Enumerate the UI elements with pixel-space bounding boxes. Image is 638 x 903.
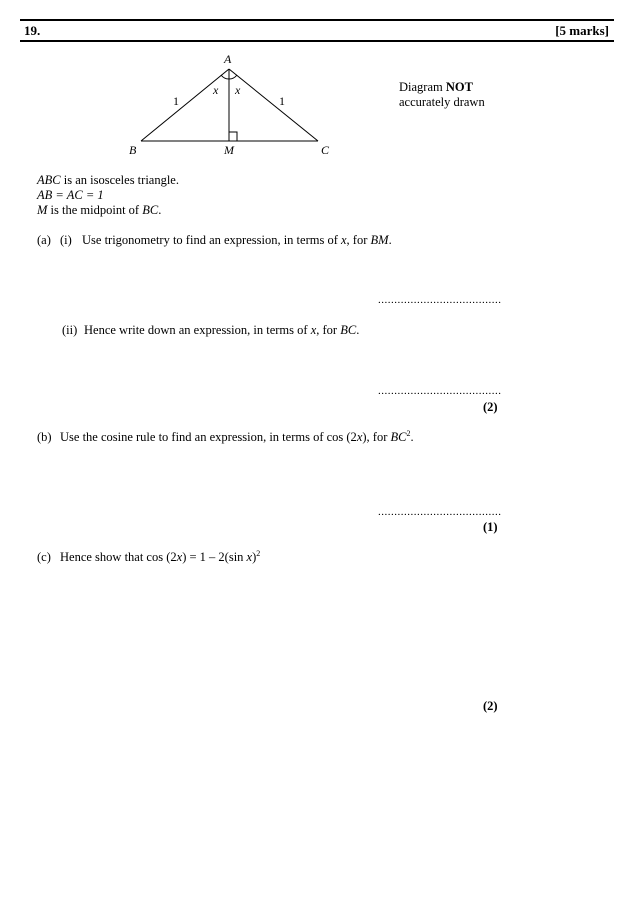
given-line-1: ABC is an isosceles triangle. (37, 173, 179, 187)
side-ab-label: 1 (173, 94, 179, 108)
vertex-c-label: C (321, 143, 330, 157)
part-a-ii-question: Hence write down an expression, in terms of x, for BC. (84, 323, 360, 337)
part-c-marks: (2) (483, 699, 498, 713)
part-b-label: (b) (37, 430, 52, 444)
total-marks: [5 marks] (555, 23, 609, 38)
part-a-ii-label: (ii) (62, 323, 78, 337)
given-line-3: M is the midpoint of BC. (37, 203, 162, 217)
given-line-2: AB = AC = 1 (37, 188, 104, 202)
diagram-note-line2: accurately drawn (399, 95, 485, 109)
part-a-label: (a) (37, 233, 51, 247)
vertex-a-label: A (224, 52, 232, 66)
part-b-question: Use the cosine rule to find an expression, in terms of cos (2x), for $BC^2$. (60, 428, 414, 444)
answer-line-b: ...................................... (378, 506, 502, 518)
vertex-m-label: M (224, 143, 234, 157)
part-a-marks: (2) (483, 400, 498, 414)
diagram-note-bold: NOT (445, 80, 473, 94)
side-ac-label: 1 (279, 94, 285, 108)
part-c-label: (c) (37, 550, 51, 564)
answer-line-a-i: ...................................... (378, 294, 502, 306)
question-header (20, 19, 614, 42)
answer-line-a-ii: ...................................... (378, 385, 502, 397)
part-a-i-question: Use trigonometry to find an expression, in terms of x, for BM. (82, 233, 392, 247)
right-angle-mark (229, 132, 237, 141)
side-ac (229, 69, 318, 141)
side-ab (141, 69, 229, 141)
diagram-note-line1: Diagram NOT (399, 80, 473, 94)
part-b-marks: (1) (483, 520, 498, 534)
vertex-b-label: B (129, 143, 137, 157)
question-number: 19. (24, 23, 41, 38)
part-a-i-label: (i) (60, 233, 72, 247)
part-c-question: Hence show that cos (2x) = 1 – 2(sin x)$^2$ (60, 548, 261, 564)
angle-x-left: x (213, 83, 219, 97)
angle-x-right: x (235, 83, 241, 97)
